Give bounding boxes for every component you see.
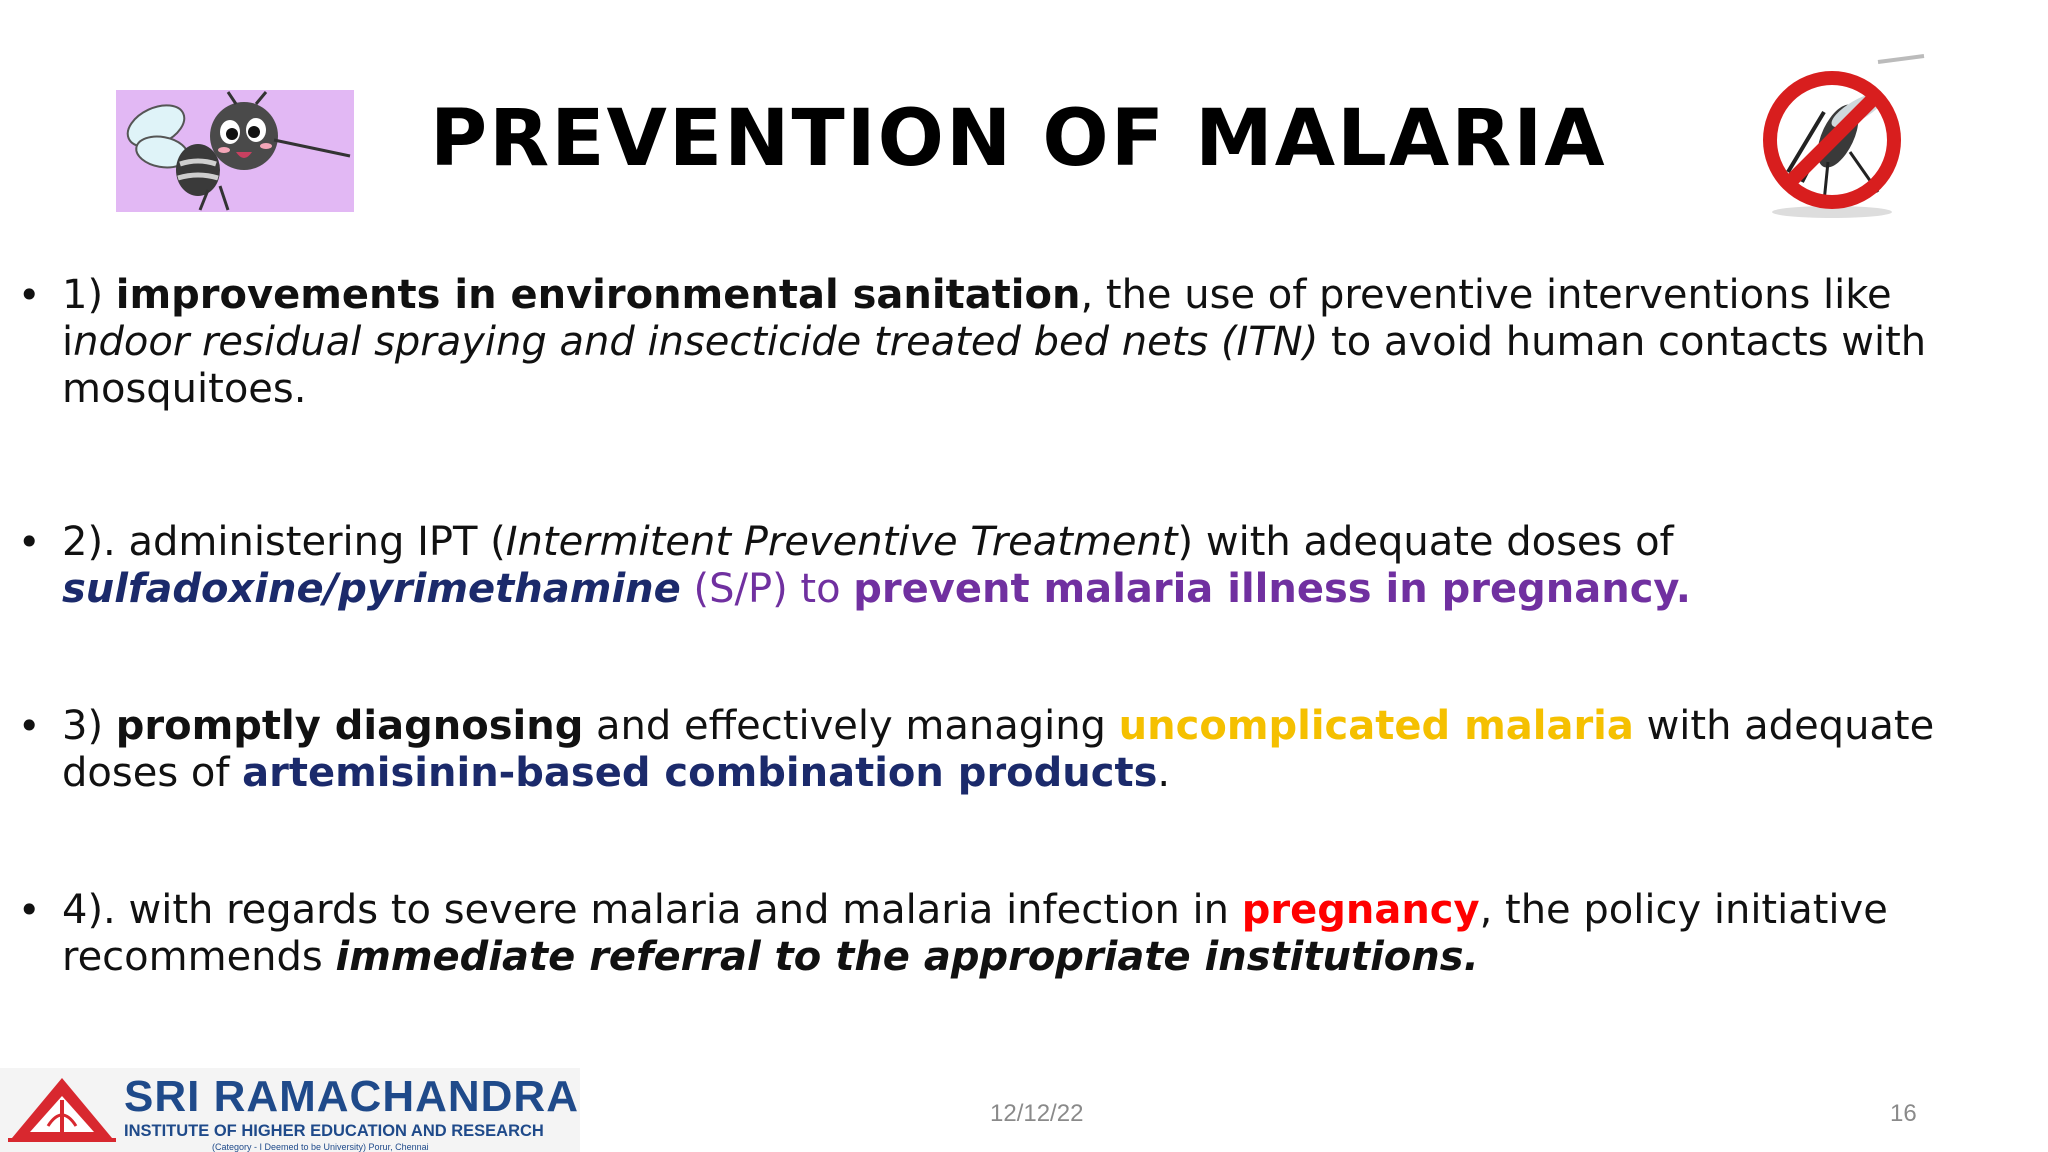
slide-title: PREVENTION OF MALARIA xyxy=(430,94,1607,184)
bullet-number: 3) xyxy=(62,703,116,749)
triangle-emblem-icon xyxy=(8,1074,116,1146)
body-text: . xyxy=(1157,750,1171,796)
slide-date: 12/12/22 xyxy=(990,1100,1084,1127)
logo-tagline: (Category - I Deemed to be University) Porur, Chennai xyxy=(212,1142,429,1152)
cartoon-mosquito-icon xyxy=(116,90,354,212)
list-item xyxy=(18,703,2008,797)
bullet-number: 1) xyxy=(62,272,116,318)
highlight-text: uncomplicated malaria xyxy=(1118,703,1634,749)
highlight-text: pregnancy xyxy=(1241,887,1480,933)
body-text: to avoid human contacts with mosquitoes. xyxy=(62,319,1927,412)
bullet-list xyxy=(18,272,2008,981)
emphasis-text: improvements in environmental sanitation xyxy=(115,272,1081,318)
drug-name-text: artemisinin-based combination products xyxy=(242,750,1158,796)
emphasis-text: promptly diagnosing xyxy=(115,703,584,749)
italic-text: ndoor residual spraying and insecticide treated bed nets (ITN) xyxy=(73,319,1319,365)
body-text: (S/P) to xyxy=(680,566,854,612)
emphasis-text: immediate referral to the appropriate institutions. xyxy=(335,934,1479,980)
drug-name-text: sulfadoxine/pyrimethamine xyxy=(62,566,681,612)
bullet-dot: • xyxy=(18,888,41,932)
list-item xyxy=(18,272,2008,413)
body-text: , the policy initiative recommends xyxy=(62,887,1888,980)
body-text: ) with adequate doses of xyxy=(1177,519,1674,565)
logo-subtitle: INSTITUTE OF HIGHER EDUCATION AND RESEARCH xyxy=(124,1122,544,1140)
body-text: 4). with regards to severe malaria and malaria infection in xyxy=(62,887,1242,933)
italic-text: Intermitent Preventive Treatment xyxy=(505,519,1178,565)
logo-name: SRI RAMACHANDRA xyxy=(124,1072,579,1121)
bullet-dot: • xyxy=(18,520,41,564)
body-text: with adequate doses of xyxy=(62,703,1935,796)
no-mosquito-sign-icon xyxy=(1728,52,1936,222)
body-text: 2). administering IPT ( xyxy=(62,519,506,565)
list-item xyxy=(18,519,2008,613)
bullet-dot: • xyxy=(18,704,41,748)
emphasis-text: prevent malaria illness in pregnancy. xyxy=(853,566,1691,612)
bullet-dot: • xyxy=(18,273,41,317)
body-text: , the use of preventive interventions like i xyxy=(62,272,1892,365)
body-text: and effectively managing xyxy=(583,703,1119,749)
institution-logo xyxy=(0,1068,580,1152)
list-item xyxy=(18,887,2008,981)
slide-number: 16 xyxy=(1890,1100,1917,1127)
